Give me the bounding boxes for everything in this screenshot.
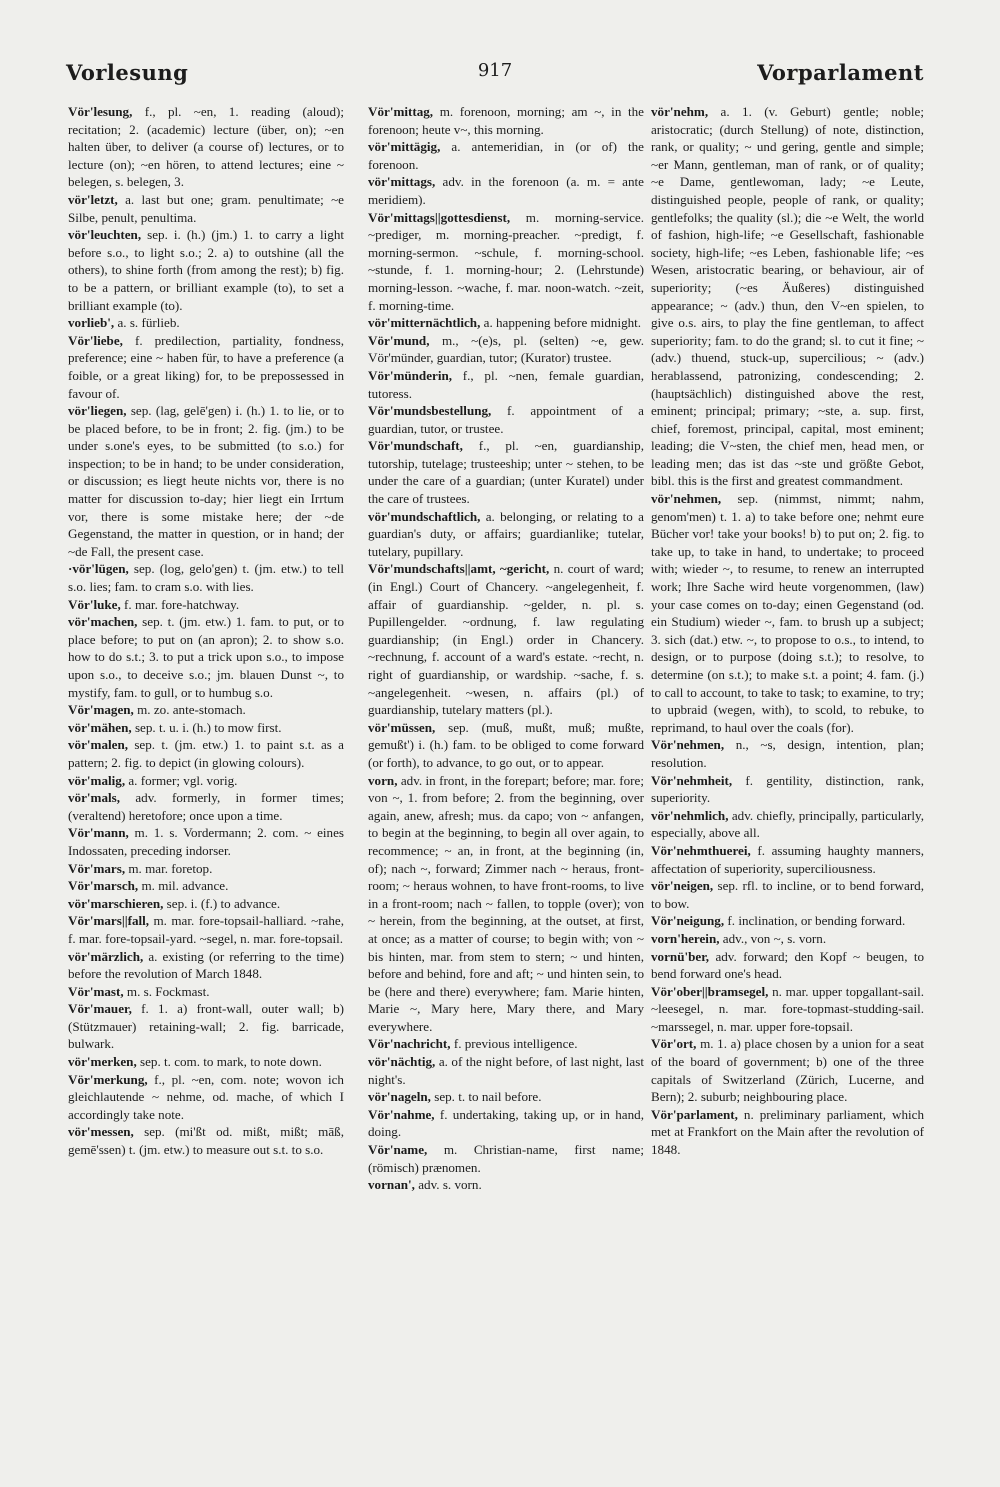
entry-headword: Vör'mundschafts||amt, ~gericht, <box>368 561 550 577</box>
page-header <box>66 60 924 90</box>
entry-headword: vorlieb', <box>68 315 115 331</box>
dictionary-entry <box>68 1123 344 1158</box>
entry-headword: Vör'nahme, <box>368 1106 435 1122</box>
entry-definition: a. belonging, or relating to a guardian's duty, or affairs; guardianlike; tutelar, tutelary, pupillary. <box>368 508 644 559</box>
entry-definition: n. mar. upper topgallant-sail. ~leesegel, n. mar. fore-topmast-studding-sail. ~marssegel, n. mar. upper fore-topsail. <box>651 983 924 1034</box>
entry-definition: n., ~s, design, intention, plan; resolution. <box>651 737 924 770</box>
entry-definition: m. zo. ante-stomach. <box>137 702 246 718</box>
entry-headword: vör'malig, <box>68 772 126 788</box>
entry-definition: m. 1. s. Vordermann; 2. com. ~ eines Indossaten, preceding indorser. <box>68 825 344 858</box>
entry-headword: Vör'ober||bramsegel, <box>651 983 769 999</box>
entry-definition: a. 1. (v. Geburt) gentle; noble; aristocratic; (durch Stellung) of note, distinction, rank, or quality; ~ und gering, gentle and simple; ~er Mann, gentleman, man of rank, or of quality; ~e Dame, gentlewoman, lady; ~e Leute, distinguished people, people of rank, or quality; gentlefolks; the quality (sl.); die ~e Welt, the world of fashion, high-life; ~e Gesellschaft, fashionable society, high-life; ~es Leben, fashionable life; ~es Wesen, aristocratic bearing, or behaviour, air of superiority; (~es Äußeres) distinguished appearance; ~ (adv.) thun, den V~en spielen, to give o.s. airs, to play the fine gentleman, to affect superiority; fam. to do the grand; sl. to cut it fine; ~ (adv.) thuend, stuck-up, supercilious; ~ (adv.) herablassend, patronizing, condescending; 2. (hauptsächlich) distinguished above the rest, eminent; principal; primary; ~ste, a. sup. first, chief, foremost, principal, capital, most eminent; leading; die V~sten, the chief men, head men, or leading men; das ist das ~ste und größte Gebot, bibl. this is the first and greatest commandment. <box>651 104 924 489</box>
entry-headword: vör'merken, <box>68 1054 137 1070</box>
dictionary-entry <box>368 138 644 173</box>
column-right <box>651 103 924 1453</box>
dictionary-entry <box>651 948 924 983</box>
entry-definition: m., ~(e)s, pl. (selten) ~e, gew. Vör'münder, guardian, tutor; (Kurator) trustee. <box>368 332 644 366</box>
entry-definition: sep. t. (jm. etw.) 1. fam. to put, or to place before; to put on (an apron); 2. to show s.o. how to do s.t.; 3. to put a trick upon s.o., to impose upon s.o., to deceive s.o.; jm. blauen Dunst ~, to mystify, fam. to gull, or to humbug s.o. <box>68 614 344 700</box>
dictionary-entry <box>651 772 924 807</box>
dictionary-entry <box>368 772 644 1036</box>
dictionary-entry <box>651 912 924 930</box>
entry-headword: Vör'neigung, <box>651 913 725 929</box>
dictionary-entry <box>68 332 344 402</box>
entry-headword: Vör'ort, <box>651 1036 697 1052</box>
entry-headword: Vör'name, <box>368 1142 428 1158</box>
entry-headword: Vör'parlament, <box>651 1106 738 1122</box>
entry-definition: sep. i. (h.) (jm.) 1. to carry a light before s.o., to light s.o.; 2. a) to outshine (all the others), to shine forth (from among the rest); b) fig. to be a pattern, or brilliant example (to), to set a brilliant example (to). <box>68 227 344 313</box>
entry-definition: f., pl. ~en, com. note; wovon ich gleichlautende ~ nehme, od. mache, of which I accordingly take note. <box>68 1071 344 1122</box>
dictionary-entry <box>68 226 344 314</box>
entry-definition: f. appointment of a guardian, tutor, or trustee. <box>368 403 644 436</box>
dictionary-entry <box>368 332 644 367</box>
entry-definition: a. former; vgl. vorig. <box>128 772 238 788</box>
entry-headword: vör'märzlich, <box>68 948 144 964</box>
entry-definition: adv., von ~, s. vorn. <box>722 930 827 946</box>
dictionary-entry <box>368 103 644 138</box>
entry-headword: vör'müssen, <box>368 719 436 735</box>
dictionary-entry <box>68 877 344 895</box>
entry-headword: vornü'ber, <box>651 948 710 964</box>
dictionary-entry <box>68 912 344 947</box>
entry-headword: ·vör'lügen, <box>68 561 129 577</box>
entry-headword: vör'neigen, <box>651 878 714 894</box>
entry-definition: a. s. fürlieb. <box>117 315 180 331</box>
entry-definition: f. undertaking, taking up, or in hand, doing. <box>368 1106 644 1140</box>
entry-headword: vorn'herein, <box>651 930 720 946</box>
entry-headword: Vör'mauer, <box>68 1001 132 1017</box>
entry-definition: f., pl. ~nen, female guardian, tutoress. <box>368 367 644 401</box>
entry-definition: sep. (nimmst, nimmt; nahm, genom'men) t. 1. a) to take before one; nehmt eure Bücher vor! take your books! b) to put on; 2. fig. to take up, to take in hand, to undertake; to proceed with; wieder ~, to resume, to renew an interrupted work; Ihre Sache wird heute vorgenommen, (law) your case comes on to-day; einen Gegenstand (od. ein Studium) wieder ~, fam. to brush up a subject; 3. sich (dat.) etw. ~, to propose to o.s., to intend, to design, or to purpose (doing s.t.); to resolve, to determine (on s.t.); to make s.t. a point; 4. fam. (j.) to call to account, to take to task; to examine, to try; to upbraid (wegen, with), to scold, to rebuke, to reprimand, to haul over the coals (for). <box>651 491 924 735</box>
dictionary-entry <box>368 367 644 402</box>
entry-definition: f., pl. ~en, guardianship, tutorship, tutelage; trusteeship; unter ~ stehen, to be under the care of a guardian; (unter Kuratel) under the care of trustees. <box>368 438 644 507</box>
dictionary-entry <box>368 560 644 718</box>
dictionary-entry <box>68 596 344 614</box>
entry-headword: Vör'mundschaft, <box>368 438 463 454</box>
entry-headword: vör'mittägig, <box>368 139 441 155</box>
entry-definition: f. 1. a) front-wall, outer wall; b) (Stützmauer) retaining-wall; 2. fig. barricade, bulwark. <box>68 1001 344 1052</box>
entry-headword: Vör'mast, <box>68 983 124 999</box>
dictionary-entry <box>651 103 924 490</box>
dictionary-entry <box>68 983 344 1001</box>
entry-headword: Vör'liebe, <box>68 332 123 348</box>
entry-definition: sep. rfl. to incline, or to bend forward, to bow. <box>651 878 924 911</box>
entry-definition: m. mar. fore-topsail-halliard. ~rahe, f. mar. fore-topsail-yard. ~segel, n. mar. fore-topsail. <box>68 913 344 946</box>
entry-definition: m. 1. a) place chosen by a union for a seat of the board of government; b) one of the three capitals of Switzerland (Zürich, Lucerne, and Bern); 2. suburb; neighbouring place. <box>651 1036 924 1105</box>
dictionary-entry <box>368 1053 644 1088</box>
entry-headword: Vör'mundsbestellung, <box>368 403 492 419</box>
entry-definition: m. Christian-name, first name; (römisch) prænomen. <box>368 1142 644 1175</box>
dictionary-entry <box>651 807 924 842</box>
entry-headword: Vör'münderin, <box>368 367 453 383</box>
entry-headword: vör'nageln, <box>368 1089 431 1105</box>
entry-headword: Vör'marsch, <box>68 878 139 894</box>
page-number: 917 <box>477 60 513 81</box>
dictionary-entry <box>68 789 344 824</box>
entry-definition: adv. s. vorn. <box>418 1177 482 1193</box>
entry-headword: Vör'mars, <box>68 860 126 876</box>
entry-headword: vör'nehm, <box>651 104 709 119</box>
entry-definition: sep. t. u. i. (h.) to mow first. <box>134 719 282 735</box>
dictionary-entry <box>68 719 344 737</box>
entry-definition: sep. t. com. to mark, to note down. <box>140 1054 322 1070</box>
entry-definition: adv. forward; den Kopf ~ beugen, to bend forward one's head. <box>651 948 924 982</box>
entry-headword: vör'marschieren, <box>68 895 164 911</box>
dictionary-entry <box>651 1106 924 1159</box>
entry-headword: Vör'mund, <box>368 332 430 348</box>
dictionary-entry <box>368 437 644 507</box>
entry-headword: Vör'lesung, <box>68 104 133 119</box>
entry-headword: Vör'mann, <box>68 825 129 841</box>
entry-headword: Vör'nehmheit, <box>651 772 733 788</box>
dictionary-entry <box>68 103 344 191</box>
entry-headword: vör'letzt, <box>68 191 118 207</box>
dictionary-entry <box>368 314 644 332</box>
dictionary-entry <box>651 490 924 736</box>
dictionary-entry <box>368 173 644 208</box>
entry-headword: vör'messen, <box>68 1124 134 1140</box>
entry-headword: vör'mitternächtlich, <box>368 315 481 331</box>
entry-definition: sep. (log, gelo'gen) t. (jm. etw.) to tell s.o. lies; fam. to cram s.o. with lies. <box>68 561 344 595</box>
entry-definition: m. mar. foretop. <box>128 860 213 876</box>
entry-definition: adv. in the forenoon (a. m. = ante meridiem). <box>368 174 644 207</box>
entry-definition: adv. chiefly, principally, particularly, especially, above all. <box>651 807 924 841</box>
dictionary-entry <box>651 930 924 948</box>
column-middle <box>368 103 644 1453</box>
entry-definition: f. gentility, distinction, rank, superiority. <box>651 772 924 806</box>
entry-definition: m. morning-service. ~prediger, m. morning-preacher. ~predigt, f. morning-sermon. ~schule, f. morning-school. ~stunde, f. 1. morning-hour; 2. (Lehrstunde) morning-lesson. ~wache, f. mar. noon-watch. ~zeit, f. morning-time. <box>368 209 644 313</box>
dictionary-entry <box>368 1176 644 1194</box>
entry-definition: f., pl. ~en, 1. reading (aloud); recitation; 2. (academic) lecture (über, on); ~en halten über, to deliver (a course of) lectures, or to lecture (on); ~en hören, to attend lectures; eine ~ belegen, s. belegen, 3. <box>68 104 344 190</box>
entry-definition: m. s. Fockmast. <box>126 983 210 999</box>
dictionary-entry <box>68 613 344 701</box>
dictionary-entry <box>68 1071 344 1124</box>
entry-definition: f. assuming haughty manners, affectation of superiority, superciliousness. <box>651 842 924 876</box>
dictionary-entry <box>368 1141 644 1176</box>
right-running-head: Vorparlament <box>757 60 924 85</box>
entry-definition: f. inclination, or bending forward. <box>727 913 906 929</box>
entry-headword: Vör'mittag, <box>368 104 434 119</box>
dictionary-entry <box>651 983 924 1036</box>
left-running-head: Vorlesung <box>66 60 189 85</box>
entry-definition: n. court of ward; (in Engl.) Court of Chancery. ~angelegenheit, f. affair of guardianship. ~gelder, n. pl. s. Pupillengelder. ~ordnung, f. law regulating guardianship; (in Engl.) order in Chancery. ~rechnung, f. account of a ward's estate. ~recht, n. right of guardianship, or wardship. ~sache, f. s. ~angelegenheit. ~wesen, n. affairs (pl.) of guardianship, tutelary matters (pl.). <box>368 561 644 718</box>
entry-definition: a. last but one; gram. penultimate; ~e Silbe, penult, penultima. <box>68 191 344 225</box>
entry-definition: a. of the night before, of last night, last night's. <box>368 1054 644 1087</box>
entry-definition: adv. in front, in the forepart; before; mar. fore; von ~, 1. from before; 2. from the beginning, over again, anew, afresh; mus. da capo; von ~ anfangen, to begin at the beginning, to begin all over again, to recommence; ~ an, in front, at the beginning (in, of); nach ~, forward; Zimmer nach ~ heraus, front-room; ~ heraus wohnen, to have front-rooms, to live in a front-room; nach ~ fallen, to topple (over); von ~ herein, from the beginning, at the outset, at first, at once; as a matter of course; to begin with; von ~ bis hinten, mar. from stem to stern; ~ und hinten, before and behind, fore and aft; ~ und hinten sein, to be (here and there) everywhere; fam. Marie hinten, Marie ~, Mary here, Mary there, and Mary everywhere. <box>368 772 644 1034</box>
dictionary-entry <box>68 402 344 560</box>
entry-headword: vör'nehmen, <box>651 491 722 507</box>
entry-headword: Vör'magen, <box>68 702 134 718</box>
dictionary-entry <box>68 701 344 719</box>
entry-headword: vör'nächtig, <box>368 1054 436 1070</box>
entry-definition: a. existing (or referring to the time) before the revolution of March 1848. <box>68 948 344 982</box>
dictionary-entry <box>368 209 644 315</box>
entry-definition: a. happening before midnight. <box>483 315 642 331</box>
dictionary-entry <box>68 560 344 595</box>
dictionary-entry <box>68 772 344 790</box>
entry-definition: f. previous intelligence. <box>453 1036 578 1052</box>
entry-headword: vör'machen, <box>68 614 138 630</box>
entry-definition: m. forenoon, morning; am ~, in the forenoon; heute v~, this morning. <box>368 104 644 137</box>
dictionary-entry <box>68 1053 344 1071</box>
dictionary-entry <box>368 508 644 561</box>
entry-headword: vör'mittags, <box>368 174 436 190</box>
dictionary-entry <box>68 736 344 771</box>
entry-definition: adv. formerly, in former times; (veraltend) heretofore; once upon a time. <box>68 790 344 823</box>
entry-headword: vör'leuchten, <box>68 227 142 243</box>
dictionary-entry <box>68 1000 344 1053</box>
entry-headword: Vör'merkung, <box>68 1071 148 1087</box>
dictionary-entry <box>368 719 644 772</box>
entry-definition: m. mil. advance. <box>141 878 229 894</box>
entry-headword: vornan', <box>368 1177 415 1193</box>
entry-definition: sep. t. to nail before. <box>434 1089 542 1105</box>
entry-headword: vör'mundschaftlich, <box>368 508 481 524</box>
entry-definition: sep. (lag, gelē'gen) i. (h.) 1. to lie, or to be placed before, to be in front; 2. fig. (jm.) to be under s.one's eyes, to be submitted (to s.o.) for inspection; to be in hand; to be under consideration, or discussion; es liegt heute nichts vor, there is no matter for discussion to-day; hier liegt ein Irrtum vor, there is some mistake here; der ~de Gegenstand, the matter in question, or in hand; der ~de Fall, the present case. <box>68 403 344 559</box>
dictionary-entry <box>651 1035 924 1105</box>
entry-headword: Vör'mars||fall, <box>68 913 150 929</box>
dictionary-entry <box>651 877 924 912</box>
dictionary-entry <box>368 1035 644 1053</box>
dictionary-entry <box>368 1088 644 1106</box>
entry-headword: vorn, <box>368 772 398 788</box>
entry-definition: sep. (muß, mußt, muß; mußte, gemußt') i. (h.) fam. to be obliged to come forward (or forth), to advance, to go out, or to appear. <box>368 719 644 770</box>
entry-headword: vör'nehmlich, <box>651 807 729 823</box>
entry-definition: f. predilection, partiality, fondness, preference; eine ~ haben für, to have a preference (a foible, or a great liking) for, to be prepossessed in favour of. <box>68 332 344 401</box>
dictionary-entry <box>68 895 344 913</box>
dictionary-entry <box>68 191 344 226</box>
dictionary-entry <box>68 824 344 859</box>
dictionary-entry <box>68 860 344 878</box>
dictionary-entry <box>368 1106 644 1141</box>
dictionary-entry <box>651 842 924 877</box>
entry-headword: vör'mähen, <box>68 719 132 735</box>
entry-headword: Vör'mittags||gottesdienst, <box>368 209 511 225</box>
entry-headword: Vör'nehmthuerei, <box>651 842 751 858</box>
entry-headword: vör'malen, <box>68 737 129 753</box>
entry-headword: vör'liegen, <box>68 403 127 419</box>
entry-headword: vör'mals, <box>68 790 121 806</box>
entry-definition: sep. t. (jm. etw.) 1. to paint s.t. as a pattern; 2. fig. to depict (in glowing colours). <box>68 737 344 770</box>
entry-definition: a. antemeridian, in (or of) the forenoon. <box>368 139 644 172</box>
entry-definition: sep. i. (f.) to advance. <box>166 895 281 911</box>
entry-headword: Vör'luke, <box>68 596 121 612</box>
entry-headword: Vör'nachricht, <box>368 1036 451 1052</box>
dictionary-entry <box>68 948 344 983</box>
entry-definition: n. preliminary parliament, which met at Frankfort on the Main after the revolution of 1848. <box>651 1106 924 1158</box>
dictionary-entry <box>651 736 924 771</box>
entry-headword: Vör'nehmen, <box>651 737 725 753</box>
dictionary-entry <box>68 314 344 332</box>
entry-definition: f. mar. fore-hatchway. <box>124 596 240 612</box>
dictionary-entry <box>368 402 644 437</box>
entry-definition: sep. (mi'ßt od. mißt, mißt; māß, gemē'ssen) t. (jm. etw.) to measure out s.t. to s.o. <box>68 1124 344 1158</box>
column-left <box>68 103 344 1453</box>
